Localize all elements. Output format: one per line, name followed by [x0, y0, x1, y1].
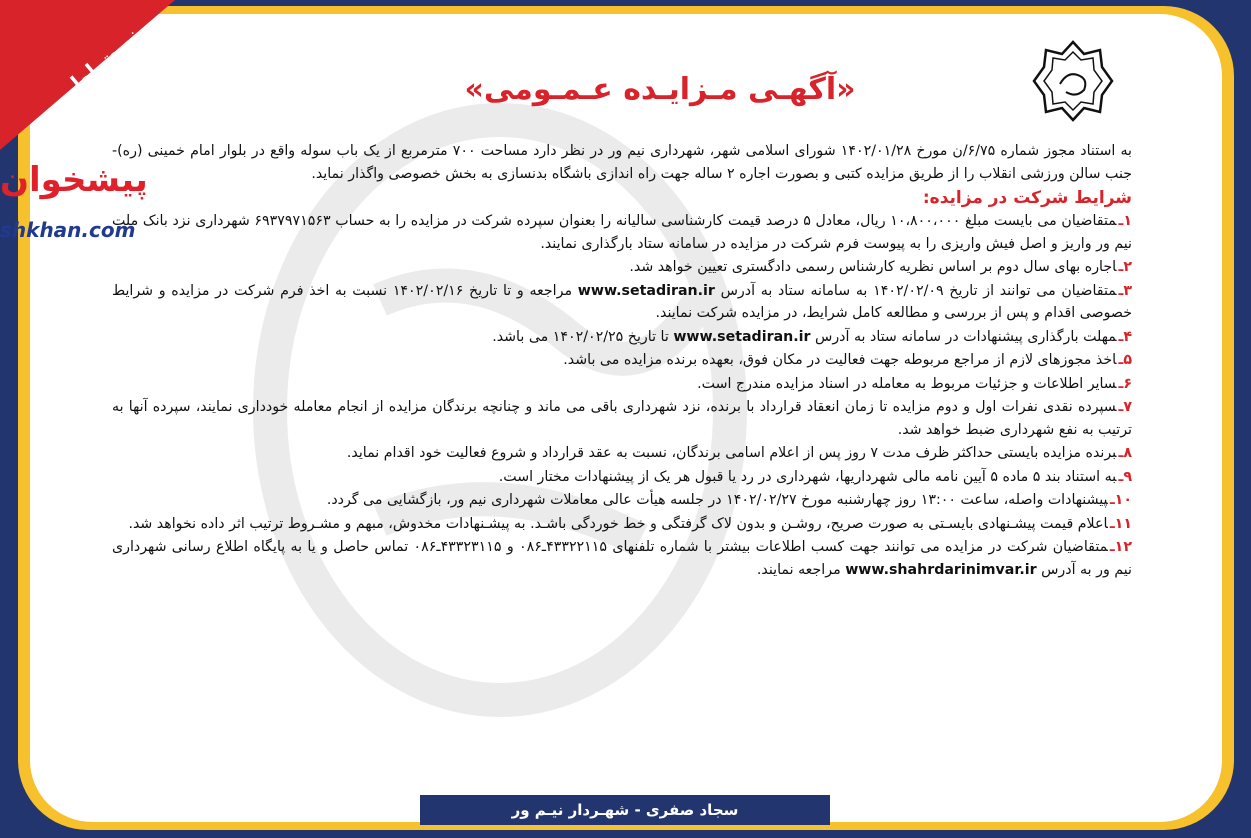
condition-item: [112, 536, 1132, 581]
condition-number: ۱ـ: [1118, 213, 1132, 229]
website-link[interactable]: www.setadiran.ir: [577, 282, 715, 299]
condition-text: مهلت بارگذاری پیشنهادات در سامانه ستاد به آدرس: [810, 328, 1117, 345]
condition-text-tail: مراجعه نمایند.: [756, 561, 846, 578]
condition-text: اخذ مجوزهای لازم از مراجع مربوطه جهت فعالیت در مکان فوق، بعهده برنده مزایده می باشد.: [563, 352, 1117, 368]
condition-text: اعلام قیمت پیشـنهادی بایسـتی به صورت صریح، روشـن و بدون لاک گرفتگی و خط خوردگی باشـد. به پیشـنهادات مخدوش، مبهم و مشـروط ترتیب اثر داده نخواهد شد.: [128, 515, 1108, 532]
edition-badge: نوبت اول: [58, 23, 145, 101]
website-link[interactable]: www.shahrdarinimvar.ir: [845, 561, 1037, 578]
condition-text-tail: مراجعه و تا تاریخ ۱۴۰۲/۰۲/۱۶ نسبت به اخذ فرم شرکت در مزایده و شرایط خصوصی اقدام و پس از بررسی و مطالعه کامل شرایط، در مزایده شرکت نمایند.: [112, 282, 1132, 321]
condition-number: ۸ـ: [1118, 445, 1132, 461]
condition-text: برنده مزایده بایستی حداکثر ظرف مدت ۷ روز پس از اعلام اسامی برندگان، نسبت به عقد قرارداد و شروع فعالیت خود اقدام نماید.: [346, 445, 1117, 461]
condition-item: [112, 349, 1132, 372]
condition-number: ۱۱ـ: [1109, 515, 1132, 532]
condition-text: اجاره بهای سال دوم بر اساس نظریه کارشناس رسمی دادگستری تعیین خواهد شد.: [629, 259, 1117, 275]
condition-item: [112, 466, 1132, 489]
condition-item: [112, 280, 1132, 325]
condition-item: [112, 513, 1132, 536]
condition-text: به استناد بند ۵ ماده ۵ آیین نامه مالی شهرداریها، شهرداری در رد یا قبول هر یک از پیشنهادات مختار است.: [498, 468, 1117, 485]
condition-number: ۱۲ـ: [1109, 539, 1132, 555]
condition-text: سپرده نقدی نفرات اول و دوم مزایده تا زمان انعقاد قرارداد با برنده، نزد شهرداری باقی می ماند و چنانچه برندگان مزایده از انجام معامله خودداری نمایند، سپرده آنها به ترتیب به نفع شهرداری ضبط خواهد شد.: [112, 399, 1132, 438]
condition-number: ۴ـ: [1118, 328, 1132, 345]
condition-item: [112, 489, 1132, 512]
municipality-logo-icon: [1032, 40, 1114, 122]
conditions-title: شرایط شرکت در مزایده:: [922, 188, 1132, 208]
condition-text: متقاضیان می بایست مبلغ ۱۰،۸۰۰،۰۰۰ ریال، معادل ۵ درصد قیمت کارشناسی سالیانه را بعنوان سپرده شرکت در مزایده را به حساب ۶۹۳۷۹۷۱۵۶۳ شهرداری نزد بانک ملت نیم ور واریز و اصل فیش واریزی را به پیوست فرم شرکت در مزایده در سامانه ستاد بارگذاری نمایند.: [112, 213, 1132, 252]
condition-item: [112, 396, 1132, 441]
condition-item: [112, 210, 1132, 255]
condition-number: ۱۰ـ: [1109, 492, 1132, 508]
condition-number: ۶ـ: [1118, 375, 1132, 392]
condition-text: سایر اطلاعات و جزئیات مربوط به معامله در اسناد مزایده مندرج است.: [697, 375, 1117, 392]
condition-text: پیشنهادات واصله، ساعت ۱۳:۰۰ روز چهارشنبه مورخ ۱۴۰۲/۰۲/۲۷ در جلسه هیأت عالی معاملات شهرداری نیم ور، بازگشایی می گردد.: [326, 492, 1108, 508]
condition-item: [112, 373, 1132, 396]
intro-paragraph: به استناد مجوز شماره ۶/۷۵/ن مورخ ۱۴۰۲/۰۱/۲۸ شورای اسلامی شهر، شهرداری نیم ور در نظر دارد مساحت ۷۰۰ مترمربع از یک باب سوله واقع در بلوار امام خمینی (ره)-جنب سالن ورزشی انقلاب را از طریق مزایده کتبی و بصورت اجاره ۲ ساله جهت راه اندازی باشگاه بدنسازی به بخش خصوصی واگذار نماید.: [112, 143, 1132, 182]
condition-text-tail: تا تاریخ ۱۴۰۲/۰۲/۲۵ می باشد.: [492, 328, 674, 345]
condition-item: [112, 256, 1132, 279]
publisher-brand: پیشخوان: [0, 160, 148, 200]
condition-item: [112, 442, 1132, 465]
condition-text: متقاضیان شرکت در مزایده می توانند جهت کسب اطلاعات بیشتر با شماره تلفنهای ۴۳۳۲۲۱۱۵ـ۰۸۶ و ۴۳۳۲۳۱۱۵ـ۰۸۶ تماس حاصل و یا به پایگاه اطلاع رسانی شهرداری نیم ور به آدرس: [112, 539, 1132, 578]
condition-number: ۵ـ: [1118, 352, 1132, 368]
condition-number: ۷ـ: [1118, 399, 1132, 415]
condition-number: ۲ـ: [1118, 259, 1132, 275]
condition-number: ۹ـ: [1118, 468, 1132, 485]
condition-item: [112, 326, 1132, 349]
condition-text: متقاضیان می توانند از تاریخ ۱۴۰۲/۰۲/۰۹ به سامانه ستاد به آدرس: [714, 282, 1117, 299]
conditions-list: [112, 210, 1132, 581]
ad-title: «آگهـی مـزایـده عـمـومی»: [464, 72, 856, 107]
publisher-url: shkhan.com: [0, 218, 136, 242]
ad-body: [112, 140, 1132, 582]
condition-number: ۳ـ: [1118, 282, 1132, 299]
signature-footer: سجاد صفری - شهـردار نیـم ور: [420, 795, 830, 825]
website-link[interactable]: www.setadiran.ir: [673, 328, 811, 345]
